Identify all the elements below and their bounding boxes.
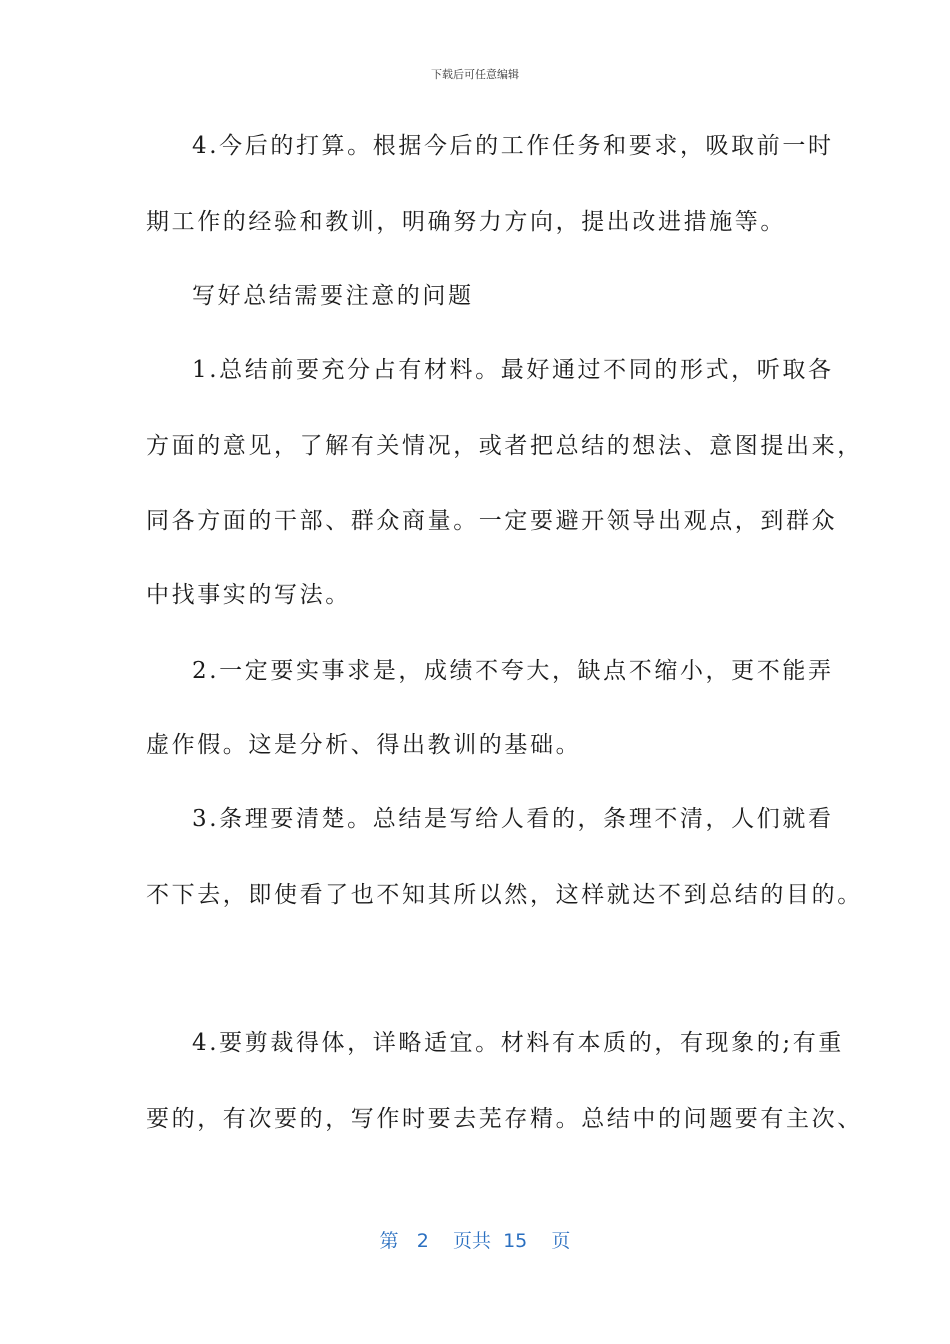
paragraph-line: 中找事实的写法。 <box>146 582 351 608</box>
section-heading: 写好总结需要注意的问题 <box>192 283 474 309</box>
paragraph-line: 期工作的经验和教训，明确努力方向，提出改进措施等。 <box>146 209 786 235</box>
paragraph-line: 虚作假。这是分析、得出教训的基础。 <box>146 732 582 758</box>
page-header: 下载后可任意编辑 <box>431 68 519 81</box>
paragraph-line: 要的，有次要的，写作时要去芜存精。总结中的问题要有主次、 <box>146 1106 863 1132</box>
paragraph-line: 3.条理要清楚。总结是写给人看的，条理不清，人们就看 <box>192 806 834 832</box>
page-footer <box>0 1226 950 1253</box>
paragraph-line: 2.一定要实事求是，成绩不夸大，缺点不缩小，更不能弄 <box>192 658 834 684</box>
paragraph-line: 4.要剪裁得体，详略适宜。材料有本质的，有现象的;有重 <box>192 1030 844 1056</box>
paragraph-line: 同各方面的干部、群众商量。一定要避开领导出观点，到群众 <box>146 508 838 534</box>
paragraph-line: 不下去，即使看了也不知其所以然，这样就达不到总结的目的。 <box>146 882 863 908</box>
page-label-mid: 页共 <box>452 1230 491 1252</box>
paragraph-line: 1.总结前要充分占有材料。最好通过不同的形式，听取各 <box>192 357 834 383</box>
current-page-number: 2 <box>416 1230 429 1252</box>
page-label-prefix: 第 <box>379 1230 399 1252</box>
page-label-suffix: 页 <box>551 1230 571 1252</box>
paragraph-line: 4.今后的打算。根据今后的工作任务和要求，吸取前一时 <box>192 133 834 159</box>
paragraph-line: 方面的意见，了解有关情况，或者把总结的想法、意图提出来， <box>146 433 863 459</box>
total-pages-number: 15 <box>503 1230 528 1252</box>
